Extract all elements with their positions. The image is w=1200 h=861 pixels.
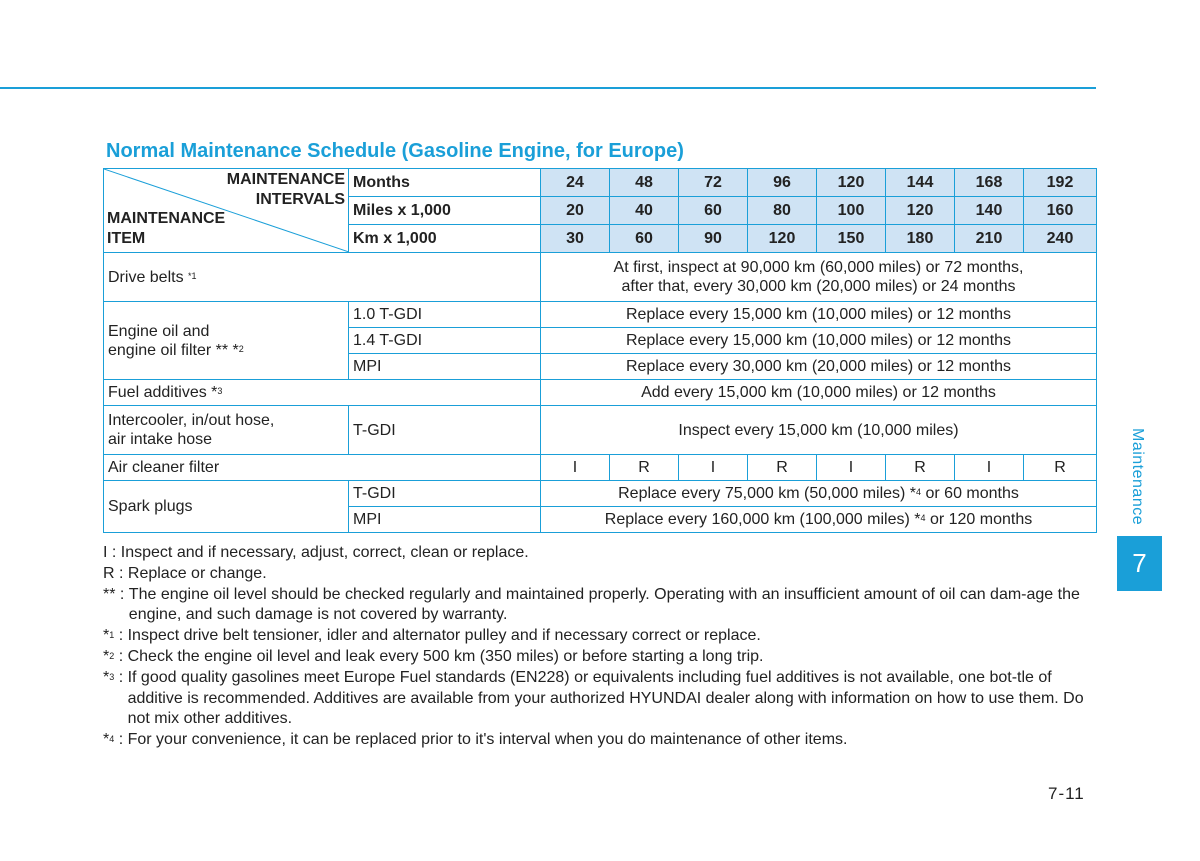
engine-type-cell: 1.4 T-GDI (349, 328, 541, 354)
header-cell: 40 (610, 197, 679, 225)
header-cell: 24 (541, 169, 610, 197)
header-label-km: Km x 1,000 (349, 225, 541, 253)
note-inspect: I : Inspect and if necessary, adjust, correct, clean or replace. (103, 544, 529, 561)
engine-type-cell: T-GDI (349, 406, 541, 455)
header-cell: 150 (817, 225, 886, 253)
note-replace: R : Replace or change. (103, 564, 267, 582)
engine-type-cell: MPI (349, 354, 541, 380)
engine-type-cell: 1.0 T-GDI (349, 302, 541, 328)
interval-cell: Replace every 75,000 km (50,000 miles) *$^4$ or 60 months (541, 481, 1097, 507)
header-cell: 168 (955, 169, 1024, 197)
table-row-engine-oil (104, 302, 1097, 328)
note-1: *$^1$ : Inspect drive belt tensioner, idler and alternator pulley and if necessary correct or replace. (103, 627, 761, 645)
item-air-cleaner: Air cleaner filter (104, 455, 541, 481)
page-number: 7-11 (1048, 784, 1085, 803)
item-intercooler: Intercooler, in/out hose, air intake hose (104, 406, 349, 455)
header-cell: 20 (541, 197, 610, 225)
header-row-months (104, 169, 1097, 197)
table-row-intercooler (104, 406, 1097, 455)
header-cell: 60 (610, 225, 679, 253)
header-cell: 80 (748, 197, 817, 225)
table-row-fuel-additives (104, 380, 1097, 406)
header-cell: 96 (748, 169, 817, 197)
header-cell: 210 (955, 225, 1024, 253)
header-cell: 140 (955, 197, 1024, 225)
corner-item-label: MAINTENANCE ITEM (107, 210, 226, 247)
top-rule (0, 87, 1096, 89)
table-row-drive-belts (104, 253, 1097, 302)
interval-mark: I (955, 455, 1024, 481)
header-cell: 90 (679, 225, 748, 253)
header-cell: 180 (886, 225, 955, 253)
header-cell: 160 (1024, 197, 1097, 225)
header-cell: 192 (1024, 169, 1097, 197)
header-cell: 120 (886, 197, 955, 225)
page-title: Normal Maintenance Schedule (Gasoline Engine, for Europe) (106, 140, 684, 162)
interval-cell: Replace every 15,000 km (10,000 miles) or 12 months (541, 328, 1097, 354)
note-3: *$^3$ : If good quality gasolines meet Europe Fuel standards (EN228) or equivalents including fuel additives is not available, one bot-tle of additive is recommended. Additives are available from your authorized HYUNDAI dealer along with information on how to use them. Do not mix other additives. (103, 668, 1084, 728)
header-cell: 144 (886, 169, 955, 197)
item-fuel-additives: Fuel additives *$^3$ (104, 380, 541, 406)
item-drive-belts: Drive belts $^{*1}$ (104, 253, 541, 302)
interval-cell: Replace every 160,000 km (100,000 miles) *$^4$ or 120 months (541, 507, 1097, 533)
footnotes (103, 543, 1098, 751)
header-label-months: Months (349, 169, 541, 197)
note-4: *$^4$ : For your convenience, it can be replaced prior to it's interval when you do maintenance of other items. (103, 731, 848, 749)
item-spark-plugs: Spark plugs (104, 481, 349, 533)
header-cell: 48 (610, 169, 679, 197)
interval-cell: Replace every 15,000 km (10,000 miles) or 12 months (541, 302, 1097, 328)
table-row-spark-plugs (104, 481, 1097, 507)
interval-mark: R (610, 455, 679, 481)
table-row-air-cleaner (104, 455, 1097, 481)
header-label-miles: Miles x 1,000 (349, 197, 541, 225)
engine-type-cell: T-GDI (349, 481, 541, 507)
header-cell: 120 (817, 169, 886, 197)
section-side-label: Maintenance (1129, 428, 1146, 526)
interval-drive-belts: At first, inspect at 90,000 km (60,000 miles) or 72 months, after that, every 30,000 km (20,000 miles) or 24 months (541, 253, 1097, 302)
interval-mark: R (1024, 455, 1097, 481)
note-2: *$^2$ : Check the engine oil level and leak every 500 km (350 miles) or before starting a long trip. (103, 647, 764, 665)
note-oil-level: ** : The engine oil level should be checked regularly and maintained properly. Operating with an insufficient amount of oil can dam-age the engine, and such damage is not covered by warranty. (103, 585, 1080, 624)
header-cell: 120 (748, 225, 817, 253)
interval-intercooler: Inspect every 15,000 km (10,000 miles) (541, 406, 1097, 455)
header-cell: 72 (679, 169, 748, 197)
interval-cell: Replace every 30,000 km (20,000 miles) or 12 months (541, 354, 1097, 380)
interval-mark: I (679, 455, 748, 481)
engine-type-cell: MPI (349, 507, 541, 533)
header-cell: 240 (1024, 225, 1097, 253)
interval-fuel-additives: Add every 15,000 km (10,000 miles) or 12 months (541, 380, 1097, 406)
interval-mark: I (541, 455, 610, 481)
header-cell: 100 (817, 197, 886, 225)
table-corner-header (104, 169, 349, 253)
interval-mark: R (748, 455, 817, 481)
chapter-tab: 7 (1117, 536, 1162, 591)
corner-intervals-label: MAINTENANCE INTERVALS (226, 171, 345, 208)
header-cell: 60 (679, 197, 748, 225)
header-cell: 30 (541, 225, 610, 253)
item-engine-oil: Engine oil and engine oil filter ** *$^2$ (104, 302, 349, 380)
interval-mark: I (817, 455, 886, 481)
maintenance-schedule-table (103, 168, 1097, 533)
interval-mark: R (886, 455, 955, 481)
